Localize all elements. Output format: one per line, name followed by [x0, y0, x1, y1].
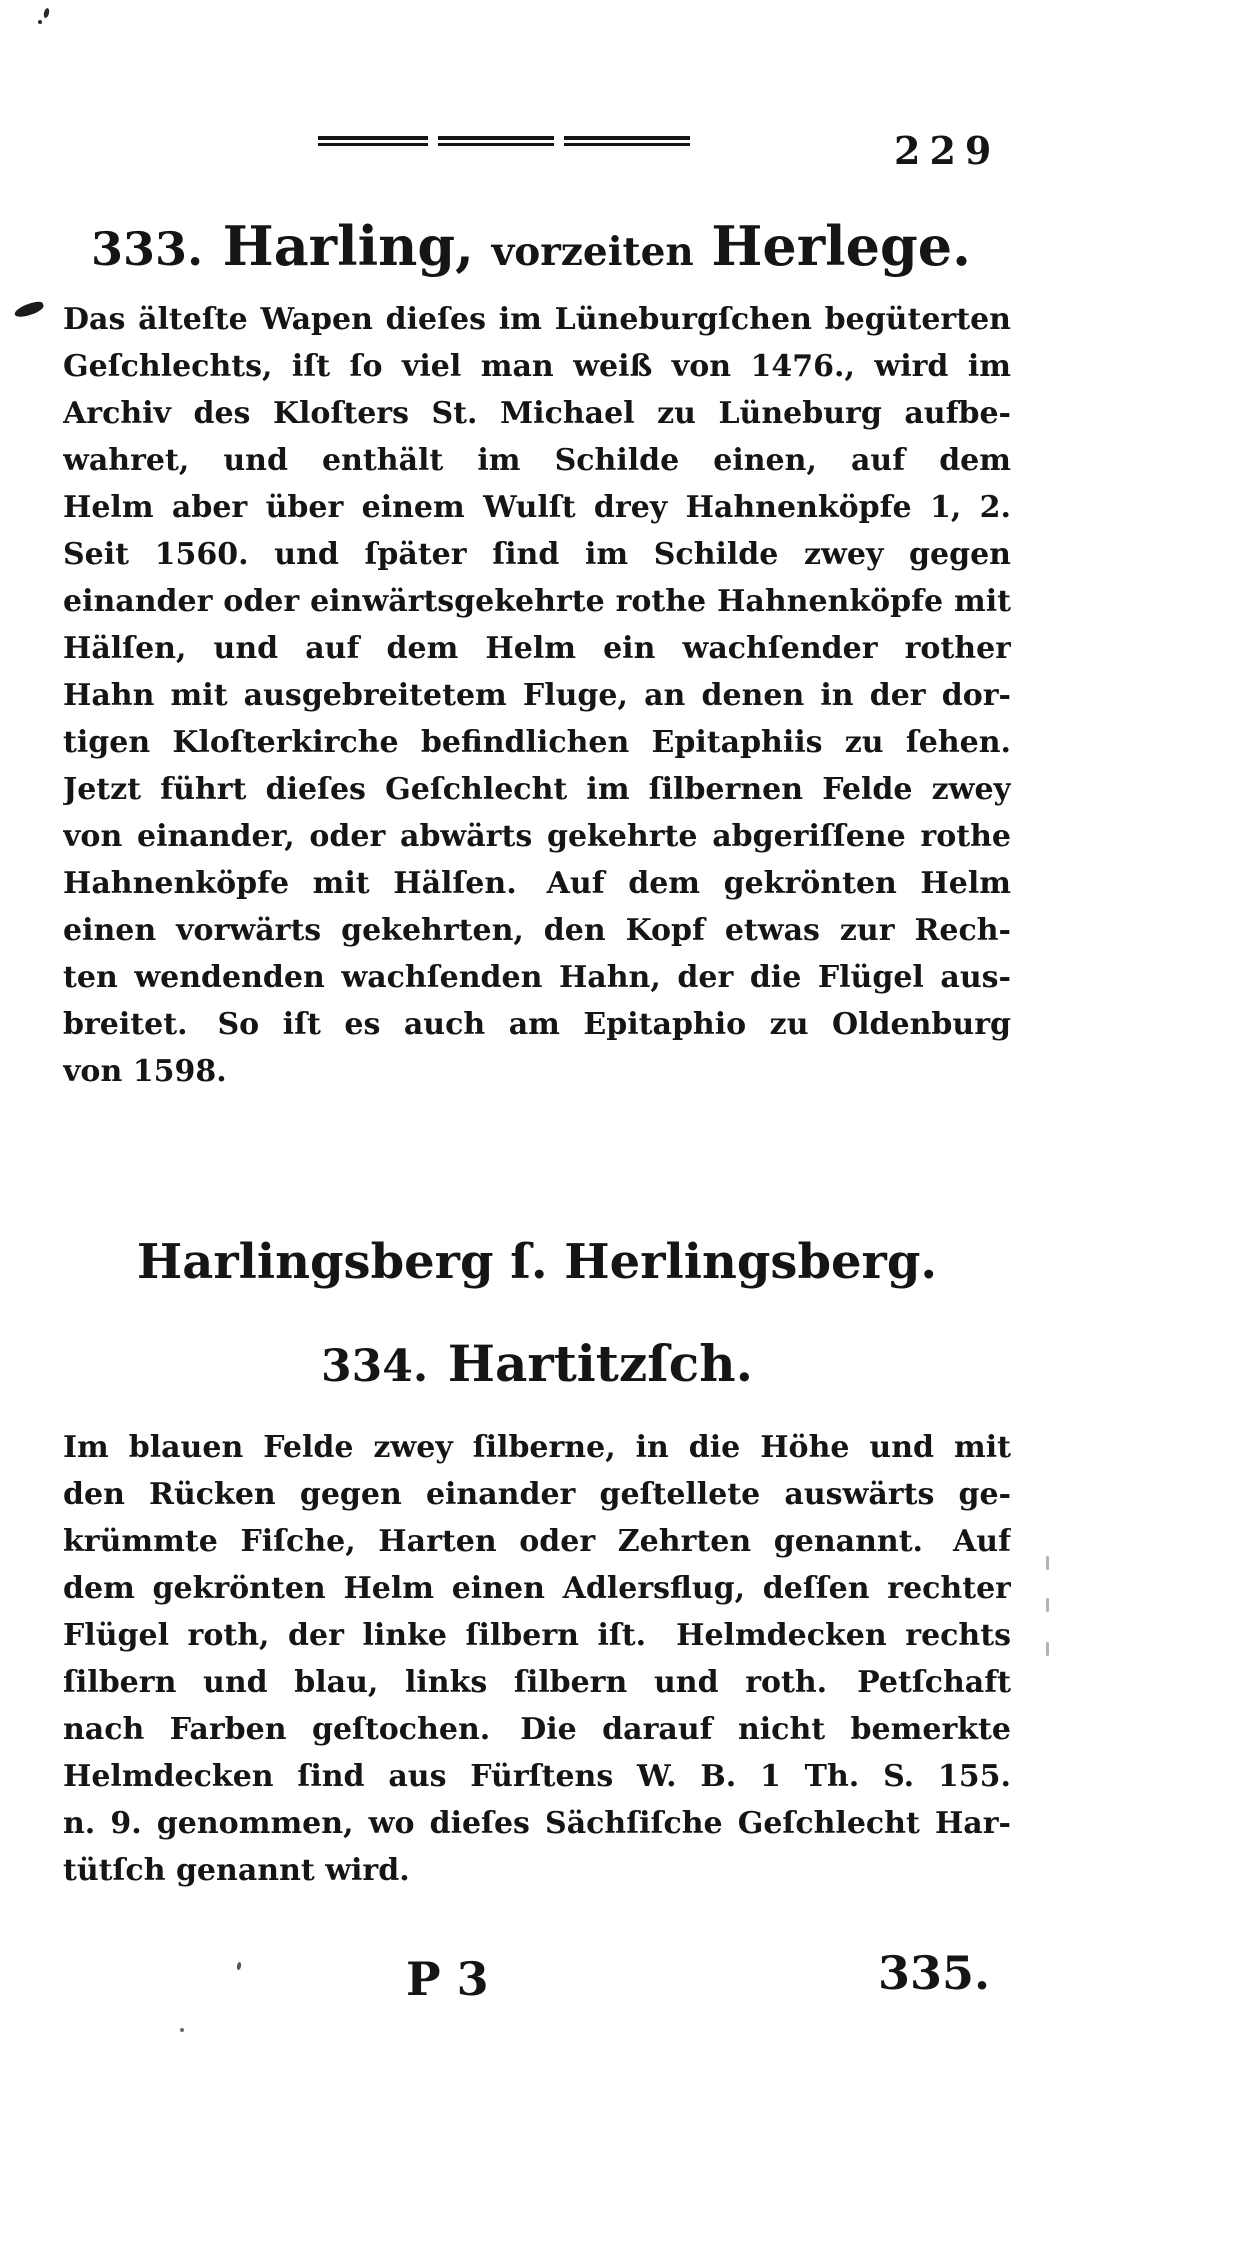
section-divider-rule — [318, 136, 690, 146]
entry-334-paragraph — [63, 1424, 1011, 1894]
scan-speck — [38, 20, 42, 24]
entry-333-paragraph — [63, 296, 1011, 1095]
text-line: Hahn mit ausgebreitetem Fluge, an denen in der dor- — [63, 678, 1011, 713]
text-line: Helm aber über einem Wulſt drey Hahnenköpfe 1, 2. — [63, 490, 1011, 525]
scan-edge-artifact — [1046, 1556, 1049, 1570]
text-line: Geſchlechts, iſt ſo viel man weiß von 1476., wird im — [63, 349, 1011, 384]
entry-334-number: 334. — [320, 1341, 429, 1392]
next-entry-catchword: 335. — [878, 1946, 991, 2000]
text-line: Das älteſte Wapen dieſes im Lüneburgſchen begüterten — [63, 302, 1011, 337]
text-line: den Rücken gegen einander geſtellete auswärts ge- — [63, 1477, 1011, 1512]
entry-333-connector: vorzeiten — [491, 229, 694, 275]
scan-edge-artifact — [1046, 1642, 1049, 1656]
text-line: wahret, und enthält im Schilde einen, auf dem — [63, 443, 1011, 478]
divider-segment — [438, 136, 554, 146]
text-line: breitet. So iſt es auch am Epitaphio zu Oldenburg — [63, 1007, 1011, 1042]
text-line: tigen Kloſterkirche befindlichen Epitaphiis zu ſehen. — [63, 725, 1011, 760]
text-line: Flügel roth, der linke ſilbern iſt. Helmdecken rechts — [63, 1618, 1011, 1653]
entry-333-former-name: Herlege. — [711, 214, 971, 278]
text-line: ſilbern und blau, links ſilbern und roth. Petſchaft — [63, 1665, 1011, 1700]
text-line: Jetzt führt dieſes Geſchlecht im ſilbernen Felde zwey — [63, 772, 1011, 807]
scan-speck — [236, 1962, 241, 1971]
text-line: von 1598. — [63, 1054, 227, 1089]
text-line: Im blauen Felde zwey ſilberne, in die Höhe und mit — [63, 1430, 1011, 1465]
text-line: n. 9. genommen, wo dieſes Sächſiſche Geſchlecht Har- — [63, 1806, 1011, 1841]
entry-333-number: 333. — [91, 222, 204, 276]
divider-segment — [564, 136, 690, 146]
entry-334-name: Hartitzſch. — [447, 1334, 754, 1393]
entry-334-heading — [63, 1334, 1011, 1393]
cross-reference-heading: Harlingsberg ſ. Herlingsberg. — [136, 1234, 938, 1290]
entry-333-heading — [63, 214, 1011, 278]
text-line: einander oder einwärtsgekehrte rothe Hahnenköpfe mit — [63, 584, 1011, 619]
text-line: einen vorwärts gekehrten, den Kopf etwas zur Rech- — [63, 913, 1011, 948]
text-line: Archiv des Kloſters St. Michael zu Lüneburg aufbe- — [63, 396, 1011, 431]
text-line: ten wendenden wachſenden Hahn, der die Flügel aus- — [63, 960, 1011, 995]
divider-segment — [318, 136, 428, 146]
text-line: Helmdecken ſind aus Fürſtens W. B. 1 Th. S. 155. — [63, 1759, 1011, 1794]
scan-speck — [43, 8, 50, 19]
text-line: Hahnenköpfe mit Hälſen. Auf dem gekrönten Helm — [63, 866, 1011, 901]
text-line: nach Farben geſtochen. Die darauf nicht bemerkte — [63, 1712, 1011, 1747]
text-line: tütſch genannt wird. — [63, 1853, 410, 1888]
text-line: krümmte Fiſche, Harten oder Zehrten genannt. Auf — [63, 1524, 1011, 1559]
page-number: 229 — [894, 128, 1001, 173]
scan-edge-artifact — [1046, 1598, 1049, 1612]
text-line: von einander, oder abwärts gekehrte abgeriſſene rothe — [63, 819, 1011, 854]
text-line: Seit 1560. und ſpäter ſind im Schilde zwey gegen — [63, 537, 1011, 572]
entry-333-name: Harling, — [222, 214, 474, 278]
text-line: dem gekrönten Helm einen Adlersflug, deſſen rechter — [63, 1571, 1011, 1606]
signature-mark: P 3 — [406, 1952, 489, 2006]
scan-speck — [180, 2028, 184, 2032]
text-line: Hälſen, und auf dem Helm ein wachſender rother — [63, 631, 1011, 666]
margin-ink-mark — [13, 300, 45, 320]
